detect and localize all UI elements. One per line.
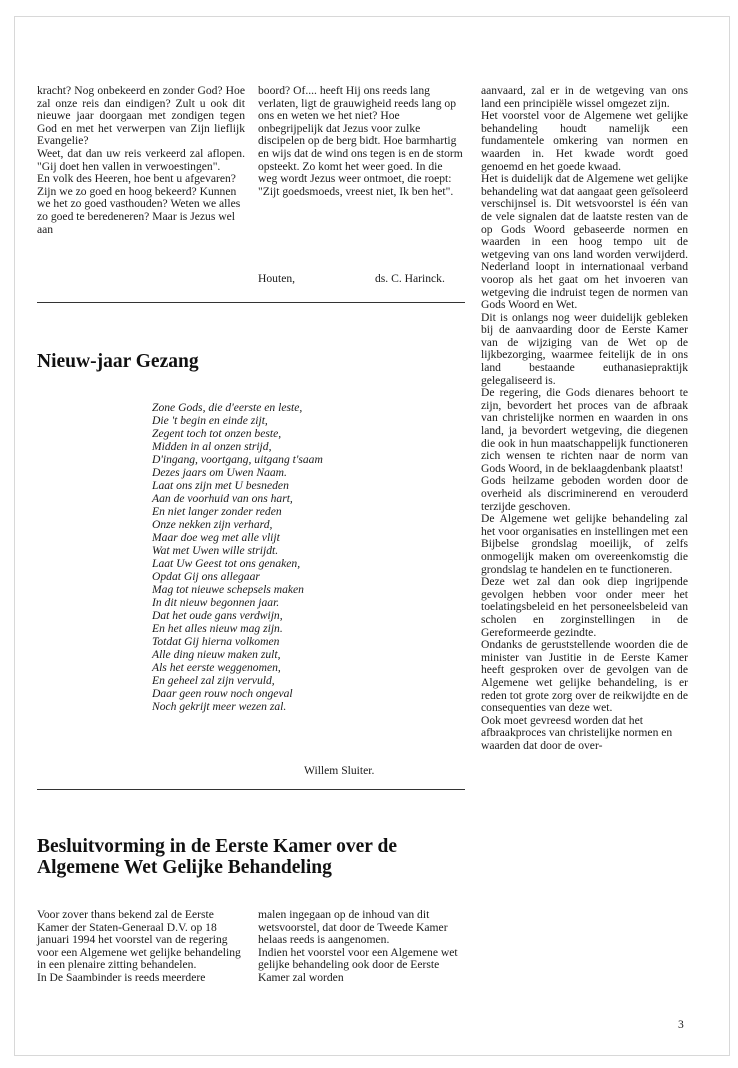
poem-line: Laat ons zijn met U besneden xyxy=(152,479,289,492)
poem-line: In dit nieuw begonnen jaar. xyxy=(152,596,280,609)
paragraph: Indien het voorstel voor een Algemene wet gelijke behandeling ook door de Eerste Kamer zal worden xyxy=(258,945,458,984)
poem-line: En het alles nieuw mag zijn. xyxy=(152,622,283,635)
poem-line: Aan de voorhuid van ons hart, xyxy=(152,492,293,505)
poem-line: D'ingang, voortgang, uitgang t'saam xyxy=(152,453,323,466)
article-column-2 xyxy=(258,909,464,985)
paragraph: Ook moet gevreesd worden dat het afbraakproces van christelijke normen en waarden dat door de over- xyxy=(481,713,673,752)
top-article-column-1 xyxy=(37,85,245,236)
paragraph: Deze wet zal dan ook diep ingrijpende gevolgen hebben voor onder meer het toelatingsbeleid en het personeelsbeleid van scholen en zorginstellingen in de Gereformeerde gezindte. xyxy=(481,575,688,639)
poem-line: Die 't begin en einde zijt, xyxy=(152,414,268,427)
poem-title: Nieuw-jaar Gezang xyxy=(37,351,199,372)
poem-text xyxy=(152,401,323,713)
article-title xyxy=(37,836,397,878)
section-divider xyxy=(37,789,465,790)
paragraph: In De Saambinder is reeds meerdere xyxy=(37,970,206,984)
poem-line: Wat met Uwen wille strijdt. xyxy=(152,544,279,557)
top-article-column-2 xyxy=(258,85,464,198)
poem-line: Noch gekrijt meer wezen zal. xyxy=(152,700,287,713)
poem-line: Dat het oude gans verdwijn, xyxy=(152,609,283,622)
paragraph: De regering, die Gods dienares behoort te zijn, bevordert het proces van de afbraak van christelijke normen en waarden in ons land, ja bevordert wetgeving, die diegenen die ook in hun maatschappelijk functioneren zich wensen te richten naar de norm van Gods Woord, in de beklaagdenbank plaatst! xyxy=(481,386,688,475)
page-number: 3 xyxy=(678,1018,684,1031)
poem-line: En geheel zal zijn vervuld, xyxy=(152,674,275,687)
poem-line: Totdat Gij hierna volkomen xyxy=(152,635,280,648)
paragraph: Het is duidelijk dat de Algemene wet gelijke behandeling wat dat aangaat geen geïsoleerd verschijnsel is. Dit wetsvoorstel is één van de vele signalen dat de laatste resten van de op Gods Woord gebaseerde normen en waarden in een hoog tempo uit de wetgeving van ons land worden verwijderd. Nederland loopt in internationaal verband voorop als het gaat om het invoeren van wetgeving die indruist tegen de normen van Gods Woord en Wet. xyxy=(481,172,688,312)
poem-line: Laat Uw Geest tot ons genaken, xyxy=(152,557,301,570)
article-title-line: Algemene Wet Gelijke Behandeling xyxy=(37,857,332,878)
paragraph: kracht? Nog onbekeerd en zonder God? Hoe zal onze reis dan eindigen? Zult u ook dit nieuwe jaar doorgaan met zondigen tegen God en met het verwerpen van Zijn lieflijk Evangelie? xyxy=(37,84,245,148)
place-name: Houten, xyxy=(258,272,296,285)
paragraph: Voor zover thans bekend zal de Eerste Kamer der Staten-Generaal D.V. op 18 januari 1994 het voorstel van de regering voor een Algemene wet gelijke behandeling in een plenaire zitting behandelen. xyxy=(37,908,241,972)
poem-line: Midden in al onzen strijd, xyxy=(152,440,272,453)
right-column xyxy=(481,85,688,752)
poem-line: Maar doe weg met alle vlijt xyxy=(152,531,280,544)
poem-author: Willem Sluiter. xyxy=(304,764,375,777)
section-divider xyxy=(37,302,465,303)
paragraph: Ondanks de geruststellende woorden die de minister van Justitie in de Eerste Kamer heeft gesproken over de gevolgen van de Algemene wet gelijke behandeling, is er reden tot grote zorg over de reikwijdte en de consequenties van deze wet. xyxy=(481,638,688,715)
paragraph: aanvaard, zal er in de wetgeving van ons land een principiële wissel omgezet zijn. xyxy=(481,84,688,110)
poem-line: Onze nekken zijn verhard, xyxy=(152,518,273,531)
paragraph: En volk des Heeren, hoe bent u afgevaren? Zijn we zo goed en hoog bekeerd? Kunnen we het zo goed vasthouden? Weten we alles zo goed te beredeneren? Maar is Jezus wel aan xyxy=(37,172,241,236)
poem-line: Zone Gods, die d'eerste en leste, xyxy=(152,401,303,414)
poem-line: En niet langer zonder reden xyxy=(152,505,282,518)
poem-line: Alle ding nieuw maken zult, xyxy=(152,648,281,661)
paragraph: Weet, dat dan uw reis verkeerd zal aflopen. "Gij doet hen vallen in verwoestingen". xyxy=(37,146,245,173)
paragraph: Het voorstel voor de Algemene wet gelijke behandeling houdt namelijk een fundamentele omkering van normen en waarden in. Het kwade wordt goed genoemd en het goede kwaad. xyxy=(481,109,688,173)
article-column-1 xyxy=(37,909,245,985)
poem-line: Opdat Gij ons allegaar xyxy=(152,570,260,583)
poem-line: Zegent toch tot onzen beste, xyxy=(152,427,282,440)
paragraph: De Algemene wet gelijke behandeling zal het voor organisaties en instellingen met een Bijbelse grondslag moeilijk, of zelfs onmogelijk maken om overeenkomstig die grondslag te handelen en te functioneren. xyxy=(481,512,688,576)
paragraph: Gods heilzame geboden worden door de overheid als discriminerend en verouderd terzijde geschoven. xyxy=(481,474,688,513)
poem-line: Als het eerste weggenomen, xyxy=(152,661,281,674)
paragraph: Dit is onlangs nog weer duidelijk gebleken bij de aanvaarding door de Eerste Kamer van de wijziging van de Wet op de lijkbezorging, waarmee feitelijk de in ons land bestaande euthanasiepraktijk gelegaliseerd is. xyxy=(481,310,688,387)
poem-line: Mag tot nieuwe schepsels maken xyxy=(152,583,304,596)
paragraph: malen ingegaan op de inhoud van dit wetsvoorstel, dat door de Tweede Kamer helaas reeds is aangenomen. xyxy=(258,908,448,947)
poem-line: Daar geen rouw noch ongeval xyxy=(152,687,293,700)
poem-line: Dezes jaars om Uwen Naam. xyxy=(152,466,287,479)
paragraph: boord? Of.... heeft Hij ons reeds lang verlaten, ligt de grauwigheid reeds lang op ons en weten we het niet? Hoe onbegrijpelijk dat Jezus voor zulke discipelen op de berg bidt. Hoe barmhartig en wijs dat de wind ons tegen is en de storm opsteekt. Zo komt het weer goed. In die weg wordt Jezus weer ontmoet, die roept: "Zijt goedsmoeds, vreest niet, Ik ben het". xyxy=(258,84,463,198)
article-title-line: Besluitvorming in de Eerste Kamer over de xyxy=(37,836,397,857)
author-signature: ds. C. Harinck. xyxy=(375,272,445,285)
